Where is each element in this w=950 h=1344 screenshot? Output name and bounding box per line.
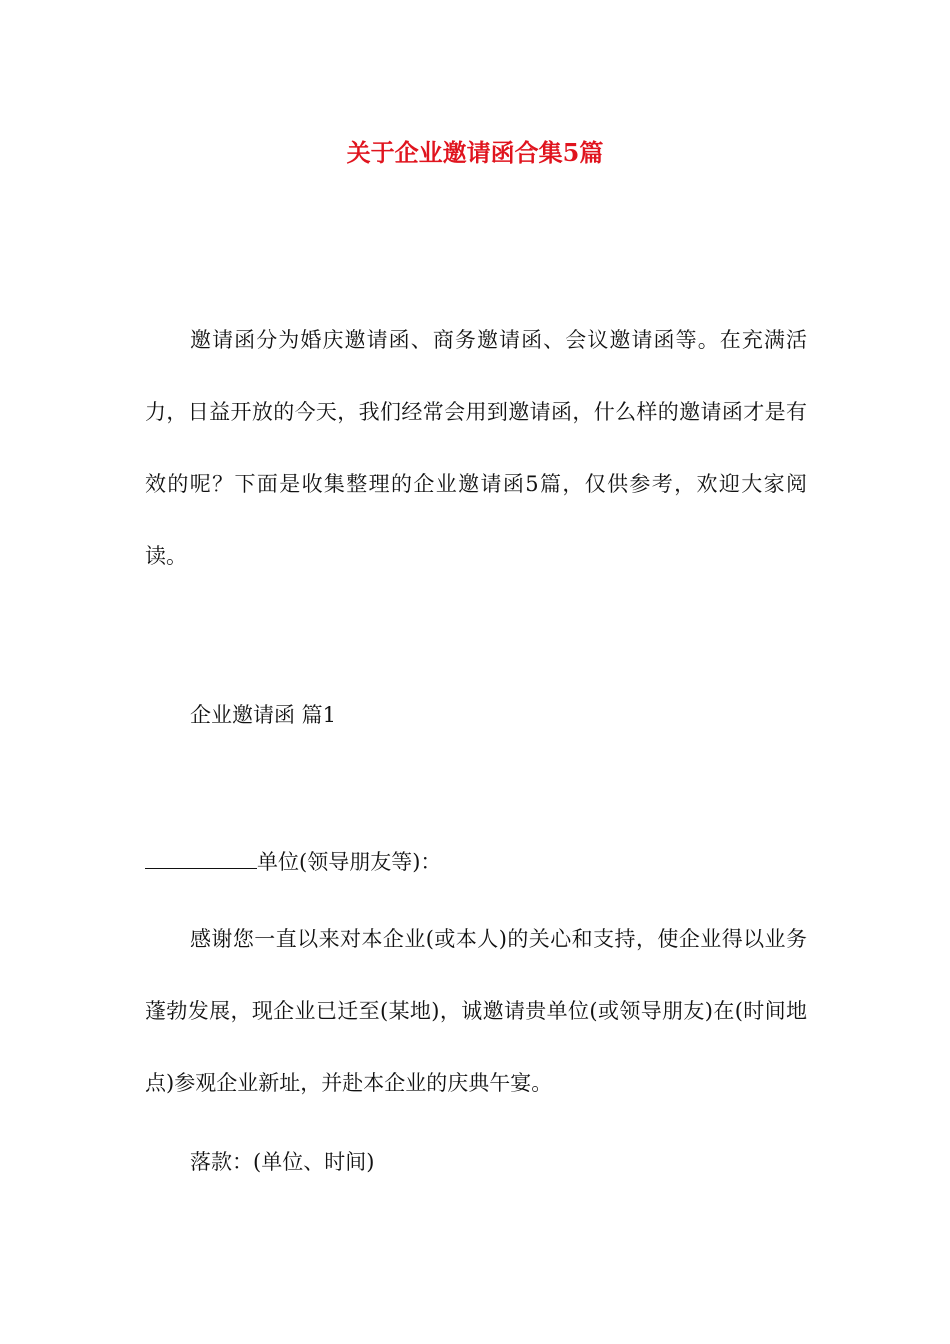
blank-underline [145,846,257,869]
addressee-label: 单位(领导朋友等)： [257,850,442,874]
body-paragraph: 感谢您一直以来对本企业(或本人)的关心和支持，使企业得以业务蓬勃发展，现企业已迁至(某地)，诚邀请贵单位(或领导朋友)在(时间地点)参观企业新址，并赴本企业的庆典午宴。 [145,927,807,1095]
intro-paragraph: 邀请函分为婚庆邀请函、商务邀请函、会议邀请函等。在充满活力，日益开放的今天，我们经常会用到邀请函，什么样的邀请函才是有效的呢？下面是收集整理的企业邀请函5篇，仅供参考，欢迎大家阅读。 [145,328,807,568]
section-heading: 企业邀请函 篇1 [190,703,337,727]
addressee-line [145,846,441,877]
document-title: 关于企业邀请函合集5篇 [346,138,604,167]
signature-line: 落款：(单位、时间) [190,1150,375,1174]
